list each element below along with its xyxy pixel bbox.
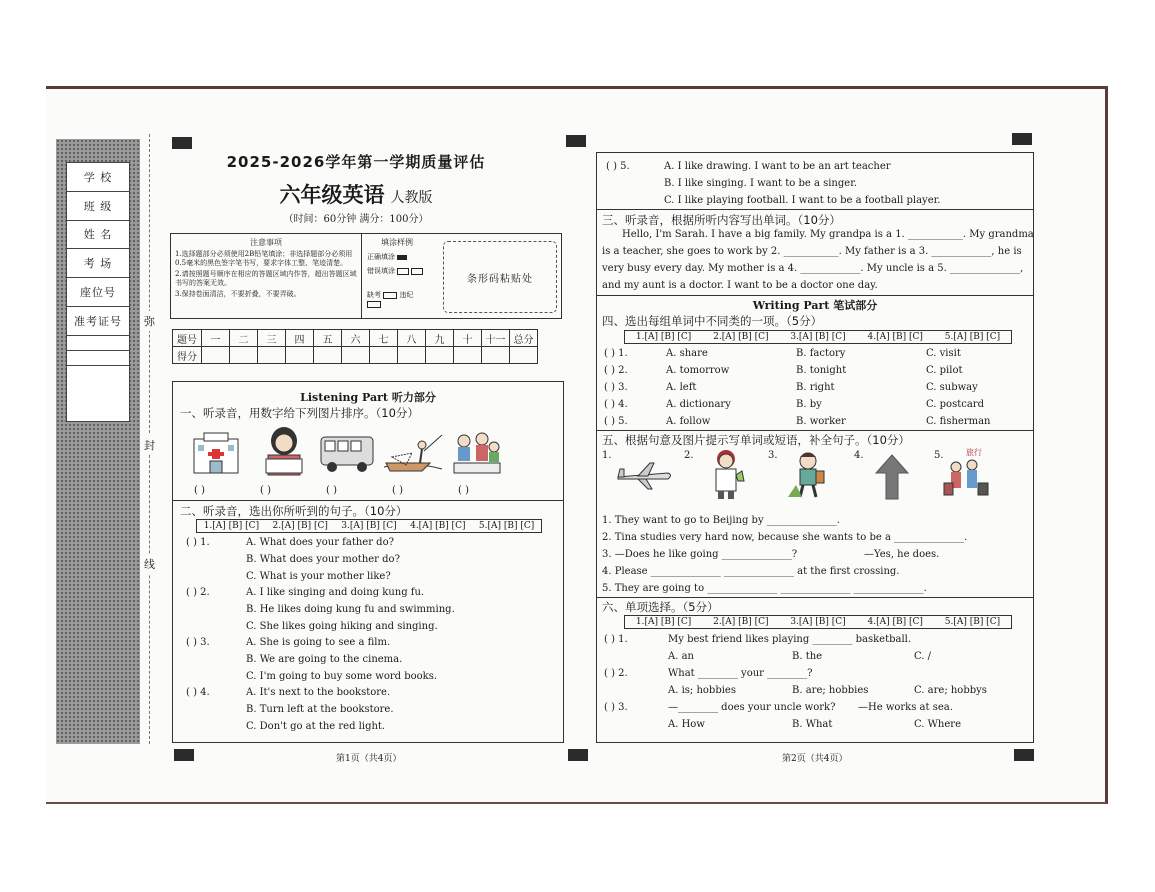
section-6-title: 六、单项选择。（5分） <box>602 600 719 614</box>
fill-title: 填涂样例 <box>381 238 413 247</box>
question-number[interactable]: ( ) 1. <box>604 634 628 645</box>
notes-line: 2.请按照题号顺序在相应的答题区域内作答，超出答题区域书写的答案无效。 <box>175 270 357 287</box>
picture-number: 5. <box>934 450 944 461</box>
question-number[interactable]: ( ) 2. <box>604 668 628 679</box>
info-field-class: 班 级 <box>67 192 129 221</box>
answer-choice[interactable]: 4.[A] [B] [C] <box>410 521 466 531</box>
subject-title <box>196 179 516 209</box>
divider <box>596 209 1034 210</box>
registration-mark <box>172 137 192 149</box>
option-a: A. share <box>666 348 708 359</box>
answer-choice[interactable]: 1.[A] [B] [C] <box>635 332 692 342</box>
question-number[interactable]: ( ) 2. <box>186 587 210 598</box>
answer-sheet-row <box>624 330 1012 344</box>
order-blank[interactable]: ( ) <box>326 485 337 496</box>
score-cell[interactable] <box>286 347 314 364</box>
question-number[interactable]: ( ) 3. <box>604 382 628 393</box>
family-picnic-icon <box>450 429 504 477</box>
option-text: B. He likes doing kung fu and swimming. <box>246 604 455 615</box>
option-b: B. the <box>792 651 823 662</box>
seal-char: 弥 <box>144 311 155 331</box>
score-header-cell: 六 <box>342 330 370 347</box>
option-text: A. It's next to the bookstore. <box>246 687 391 698</box>
fisherman-icon <box>382 431 444 477</box>
option-c: C. postcard <box>926 399 984 410</box>
girl-reading-icon <box>258 425 310 479</box>
option-text: A. She is going to see a film. <box>246 637 391 648</box>
hiking-boy-icon <box>786 449 836 501</box>
fill-sentence: 5. They are going to ______________ ______________ ______________. <box>602 583 927 594</box>
score-cell[interactable] <box>426 347 454 364</box>
score-header-cell: 九 <box>426 330 454 347</box>
score-header-cell: 五 <box>314 330 342 347</box>
passage-line: Hello, I'm Sarah. I have a big family. My grandpa is a 1. ___________. My grandma <box>622 229 1034 240</box>
info-field-school: 学 校 <box>67 163 129 192</box>
score-cell[interactable] <box>258 347 286 364</box>
writing-part-title: Writing Part 笔试部分 <box>752 299 878 312</box>
score-row <box>173 347 538 364</box>
section-4-title: 四、选出每组单词中不同类的一项。（5分） <box>602 314 823 328</box>
divider <box>596 295 1034 296</box>
option-b: B. What <box>792 719 833 730</box>
registration-mark <box>566 135 586 147</box>
registration-mark <box>1014 749 1034 761</box>
info-field-exam-number: 准考证号 <box>67 307 129 336</box>
option-text: A. What does your father do? <box>246 537 394 548</box>
score-row-label: 得分 <box>173 347 202 364</box>
wrong-box <box>411 268 423 275</box>
question-number[interactable]: ( ) 3. <box>186 637 210 648</box>
option-text: C. I'm going to buy some word books. <box>246 671 438 682</box>
score-header-cell: 三 <box>258 330 286 347</box>
option-text: A. I like singing and doing kung fu. <box>246 587 425 598</box>
picture-number: 1. <box>602 450 612 461</box>
score-header-cell: 十一 <box>482 330 510 347</box>
option-a: A. How <box>668 719 705 730</box>
exam-paper <box>46 86 1108 804</box>
section-3-title: 三、听录音，根据所听内容写出单词。（10分） <box>602 213 841 227</box>
airplane-icon <box>616 461 674 491</box>
answer-choice[interactable]: 1.[A] [B] [C] <box>203 521 260 531</box>
score-header-row <box>173 330 538 347</box>
option-c: C. visit <box>926 348 961 359</box>
fill-wrong-label: 错误填涂 <box>367 267 395 275</box>
answer-choice[interactable]: 3.[A] [B] [C] <box>341 521 397 531</box>
answer-sheet-row <box>624 615 1012 629</box>
score-header-cell: 七 <box>370 330 398 347</box>
registration-mark <box>568 749 588 761</box>
answer-sheet-row <box>196 519 542 533</box>
order-blank[interactable]: ( ) <box>392 485 403 496</box>
question-text: My best friend likes playing ________ basketball. <box>668 634 912 645</box>
option-b: B. right <box>796 382 835 393</box>
option-a: A. dictionary <box>666 399 731 410</box>
fill-correct-label: 正确填涂 <box>367 253 395 261</box>
option-c: C. subway <box>926 382 978 393</box>
info-field-name: 姓 名 <box>67 221 129 250</box>
score-table <box>172 329 538 364</box>
score-cell[interactable] <box>230 347 258 364</box>
option-a: A. left <box>666 382 697 393</box>
option-text: B. Turn left at the bookstore. <box>246 704 394 715</box>
score-header-cell: 八 <box>398 330 426 347</box>
answer-choice[interactable]: 3.[A] [B] [C] <box>790 617 846 627</box>
violation-box[interactable] <box>367 301 381 308</box>
divider <box>596 597 1034 598</box>
question-text: What ________ your ________? <box>668 668 813 679</box>
notes-box <box>170 233 562 319</box>
fill-sentence: 4. Please ______________ ______________ at the first crossing. <box>602 566 900 577</box>
option-text: B. What does your mother do? <box>246 554 400 565</box>
question-reply: —He works at sea. <box>858 702 953 713</box>
option-a: A. an <box>668 651 694 662</box>
picture-number: 3. <box>768 450 778 461</box>
page-footer: 第1页（共4页） <box>336 754 402 764</box>
travel-family-icon <box>942 451 992 501</box>
option-b: B. worker <box>796 416 846 427</box>
barcode-area: 条形码粘贴处 <box>443 241 557 313</box>
answer-choice[interactable]: 2.[A] [B] [C] <box>713 332 769 342</box>
seal-char: 线 <box>144 554 155 574</box>
divider <box>172 500 564 501</box>
edition: 人教版 <box>390 190 433 206</box>
option-c: C. fisherman <box>926 416 991 427</box>
picture-number: 2. <box>684 450 694 461</box>
passage-line: and my aunt is a doctor. I want to be a doctor one day. <box>602 280 878 291</box>
fill-sentence: 3. —Does he like going ______________? <box>602 549 798 560</box>
option-text: B. We are going to the cinema. <box>246 654 403 665</box>
score-cell[interactable] <box>342 347 370 364</box>
option-text: A. I like drawing. I want to be an art teacher <box>664 161 891 172</box>
score-header-cell: 十 <box>454 330 482 347</box>
bus-icon <box>318 433 376 475</box>
answer-choice[interactable]: 5.[A] [B] [C] <box>478 521 535 531</box>
page-footer: 第2页（共4页） <box>782 754 848 764</box>
score-header-cell: 题号 <box>173 330 202 347</box>
filled-box <box>397 255 407 260</box>
scientist-girl-icon <box>706 449 746 501</box>
score-cell[interactable] <box>482 347 510 364</box>
option-b: B. are; hobbies <box>792 685 869 696</box>
option-a: A. is; hobbies <box>668 685 736 696</box>
section-5-title: 五、根据句意及图片提示写单词或短语，补全句子。（10分） <box>602 433 910 447</box>
notes-line: 1.选择题部分必须使用2B铅笔填涂；非选择题部分必须用0.5毫米的黑色签字笔书写，要求字体工整、笔迹清楚。 <box>175 250 353 267</box>
answer-choice[interactable]: 5.[A] [B] [C] <box>944 617 1001 627</box>
order-blank[interactable]: ( ) <box>458 485 469 496</box>
question-number[interactable]: ( ) 5. <box>604 416 628 427</box>
option-c: C. / <box>914 651 932 662</box>
picture-number: 4. <box>854 450 864 461</box>
option-c: C. pilot <box>926 365 963 376</box>
wrong-box <box>397 268 409 275</box>
divider <box>596 430 1034 431</box>
info-field-exam-room: 考 场 <box>67 249 129 278</box>
listening-part-title: Listening Part 听力部分 <box>300 391 436 404</box>
question-text: —________ does your uncle work? <box>668 702 836 713</box>
score-cell[interactable] <box>398 347 426 364</box>
option-text: C. She likes going hiking and singing. <box>246 621 438 632</box>
exam-timing: （时间：60分钟 满分：100分） <box>283 214 429 225</box>
question-number[interactable]: ( ) 4. <box>186 687 210 698</box>
answer-choice[interactable]: 2.[A] [B] [C] <box>272 521 328 531</box>
answer-choice[interactable]: 4.[A] [B] [C] <box>867 332 923 342</box>
score-cell[interactable] <box>314 347 342 364</box>
question-number[interactable]: ( ) 3. <box>604 702 628 713</box>
option-text: C. What is your mother like? <box>246 571 391 582</box>
passage-line: very busy every day. My mother is a 4. ____________. My uncle is a 5. ______________, <box>602 263 1024 274</box>
score-header-cell: 四 <box>286 330 314 347</box>
question-number[interactable]: ( ) 4. <box>604 399 628 410</box>
notes-section <box>171 234 362 318</box>
option-a: A. tomorrow <box>666 365 730 376</box>
hospital-icon <box>188 431 244 477</box>
option-text: B. I like singing. I want to be a singer. <box>664 178 858 189</box>
fill-sentence: 2. Tina studies very hard now, because she wants to be a ______________. <box>602 532 968 543</box>
answer-choice[interactable]: 3.[A] [B] [C] <box>790 332 846 342</box>
question-number[interactable]: ( ) 1. <box>186 537 210 548</box>
violation-label: 违纪 <box>399 291 414 299</box>
option-b: B. by <box>796 399 822 410</box>
score-cell[interactable] <box>370 347 398 364</box>
option-text: C. Don't go at the red light. <box>246 721 386 732</box>
score-header-cell: 二 <box>230 330 258 347</box>
score-cell[interactable] <box>510 347 538 364</box>
order-blank[interactable]: ( ) <box>260 485 271 496</box>
question-number[interactable]: ( ) 1. <box>604 348 628 359</box>
registration-mark <box>1012 133 1032 145</box>
question-number[interactable]: ( ) 5. <box>606 161 630 172</box>
absent-box[interactable] <box>383 292 397 299</box>
answer-choice[interactable]: 2.[A] [B] [C] <box>713 617 769 627</box>
fill-sentence-reply: —Yes, he does. <box>864 549 940 560</box>
option-a: A. follow <box>666 416 711 427</box>
info-field-blank <box>67 336 129 351</box>
score-header-cell: 总分 <box>510 330 538 347</box>
order-blank[interactable]: ( ) <box>194 485 205 496</box>
absent-label: 缺考 <box>367 291 381 299</box>
option-text: C. I like playing football. I want to be a football player. <box>664 195 941 206</box>
answer-choice[interactable]: 5.[A] [B] [C] <box>944 332 1001 342</box>
score-cell[interactable] <box>202 347 230 364</box>
answer-choice[interactable]: 4.[A] [B] [C] <box>867 617 923 627</box>
seal-char: 封 <box>144 435 155 455</box>
fill-sentence: 1. They want to go to Beijing by ______________. <box>602 515 840 526</box>
section-2-title: 二、听录音，选出你所听到的句子。（10分） <box>180 504 408 518</box>
info-field-blank <box>67 351 129 366</box>
option-b: B. factory <box>796 348 846 359</box>
info-field-seat: 座位号 <box>67 278 129 307</box>
passage-line: is a teacher, she goes to work by 2. ___________. My father is a 3. ____________, he is <box>602 246 1022 257</box>
exam-title: 2025-2026学年第一学期质量评估 <box>226 153 486 171</box>
answer-choice[interactable]: 1.[A] [B] [C] <box>635 617 692 627</box>
student-info-column <box>66 162 130 422</box>
notes-title: 注意事项 <box>250 238 282 247</box>
option-c: C. Where <box>914 719 961 730</box>
question-number[interactable]: ( ) 2. <box>604 365 628 376</box>
subject-name: 六年级英语 <box>279 183 385 207</box>
arrow-up-icon <box>874 453 910 501</box>
registration-mark <box>174 749 194 761</box>
fill-example <box>362 234 432 318</box>
score-header-cell: 一 <box>202 330 230 347</box>
option-b: B. tonight <box>796 365 847 376</box>
option-c: C. are; hobbys <box>914 685 987 696</box>
score-cell[interactable] <box>454 347 482 364</box>
travel-label: 旅行 <box>966 448 982 457</box>
section-1-title: 一、听录音，用数字给下列图片排序。（10分） <box>180 406 419 420</box>
notes-line: 3.保持卷面清洁，不要折叠，不要弄破。 <box>175 290 301 298</box>
